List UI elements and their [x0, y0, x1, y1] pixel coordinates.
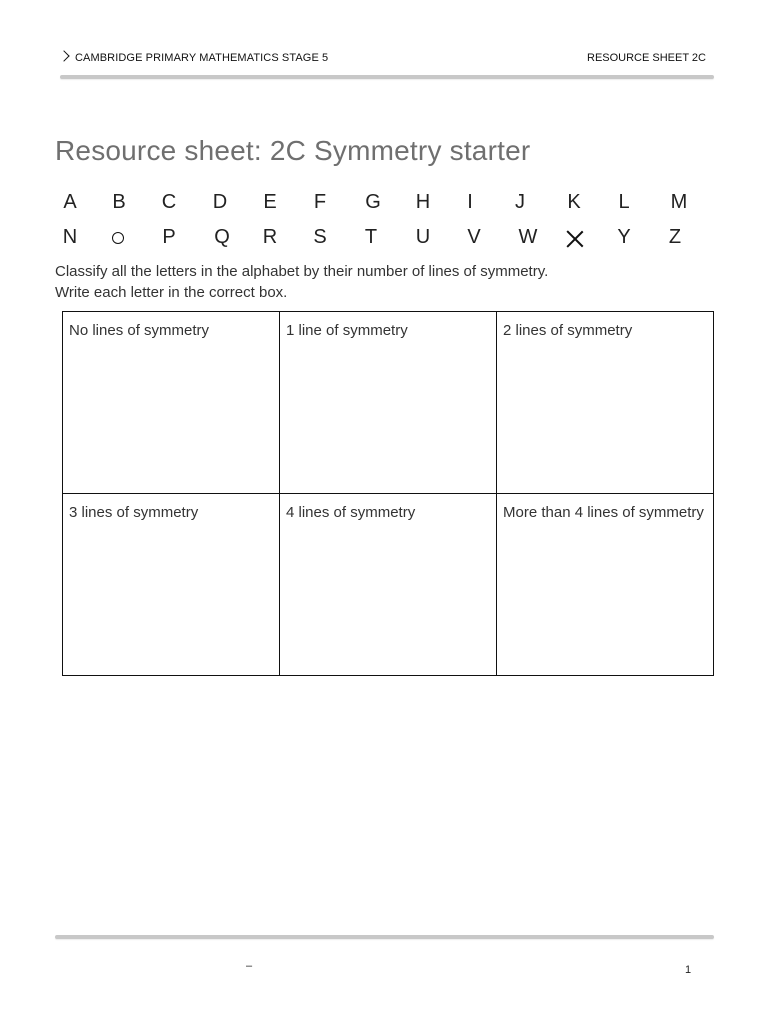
letter-g: G	[365, 191, 381, 213]
letter-m: M	[670, 191, 688, 213]
cell-2-lines[interactable]: 2 lines of symmetry	[497, 312, 714, 494]
letter-a: A	[63, 191, 77, 213]
letter-p: P	[162, 226, 176, 248]
table-row	[63, 494, 714, 676]
letter-w: W	[518, 226, 538, 248]
letter-v: V	[467, 226, 481, 248]
footer-dash: –	[246, 960, 253, 972]
page-number: 1	[685, 964, 692, 976]
header-divider	[60, 75, 714, 79]
letter-r: R	[262, 226, 278, 248]
cell-1-line[interactable]: 1 line of symmetry	[280, 312, 497, 494]
page-title: Resource sheet: 2C Symmetry starter	[55, 135, 531, 166]
letter-k: K	[567, 191, 581, 213]
header-sheet-label: RESOURCE SHEET 2C	[587, 52, 706, 64]
header-course-title: CAMBRIDGE PRIMARY MATHEMATICS STAGE 5	[75, 52, 329, 64]
cell-more-than-4-lines[interactable]: More than 4 lines of symmetry	[497, 494, 714, 676]
footer-divider	[55, 935, 714, 939]
letter-z: Z	[668, 226, 682, 248]
letter-q: Q	[214, 226, 230, 248]
letter-l: L	[618, 191, 630, 213]
letter-i: I	[467, 191, 473, 213]
cell-4-lines[interactable]: 4 lines of symmetry	[280, 494, 497, 676]
letter-d: D	[212, 191, 228, 213]
letter-x	[566, 230, 584, 248]
letter-j: J	[515, 191, 525, 213]
letter-y: Y	[617, 226, 631, 248]
instruction-write: Write each letter in the correct box.	[55, 284, 288, 301]
letter-b: B	[112, 191, 126, 213]
symmetry-table	[62, 311, 714, 676]
table-row	[63, 312, 714, 494]
page-header	[60, 50, 708, 70]
letter-e: E	[263, 191, 277, 213]
letter-n: N	[62, 226, 78, 248]
cell-no-lines[interactable]: No lines of symmetry	[63, 312, 280, 494]
letter-o	[112, 232, 124, 244]
instruction-classify: Classify all the letters in the alphabet by their number of lines of symmetry.	[55, 263, 549, 280]
chevron-right-icon	[58, 50, 69, 61]
letter-s: S	[313, 226, 327, 248]
letter-c: C	[161, 191, 177, 213]
letters-row-1	[55, 189, 715, 215]
letter-f: F	[313, 191, 327, 213]
letter-h: H	[415, 191, 431, 213]
letters-row-2	[55, 224, 715, 250]
letter-u: U	[415, 226, 431, 248]
letter-t: T	[364, 226, 378, 248]
cell-3-lines[interactable]: 3 lines of symmetry	[63, 494, 280, 676]
